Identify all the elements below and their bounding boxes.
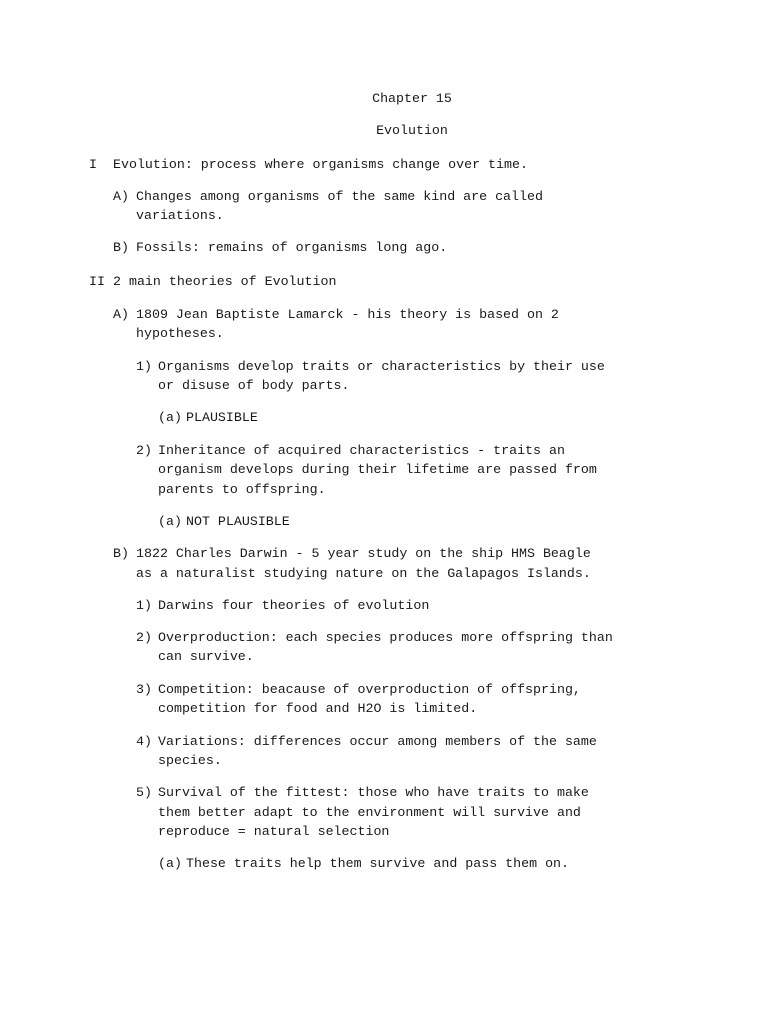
subitem-text-line: Competition: beacause of overproduction of offspring, — [158, 682, 581, 697]
subitem-text-line: them better adapt to the environment will survive and — [158, 805, 581, 820]
item-text-line: Fossils: remains of organisms long ago. — [136, 240, 448, 255]
section-heading: Evolution: process where organisms change over time. — [113, 157, 528, 172]
item-text-line: hypotheses. — [136, 326, 224, 341]
item-text-line: Changes among organisms of the same kind are called — [136, 189, 543, 204]
item-text-line: as a naturalist studying nature on the Galapagos Islands. — [136, 566, 591, 581]
subitem-text-line: Darwins four theories of evolution — [158, 598, 430, 613]
subitem-text-line: reproduce = natural selection — [158, 824, 390, 839]
subitem-label: 1) — [136, 598, 152, 613]
item-label: B) — [113, 546, 129, 561]
section-heading: 2 main theories of Evolution — [113, 274, 337, 289]
subitem-text-line: competition for food and H2O is limited. — [158, 701, 478, 716]
chapter-heading: Chapter 15 — [372, 91, 452, 106]
item-label: A) — [113, 189, 129, 204]
subitem-text-line: or disuse of body parts. — [158, 378, 350, 393]
subitem-text-line: Organisms develop traits or characteristics by their use — [158, 359, 605, 374]
item-label: B) — [113, 240, 129, 255]
item-text-line: variations. — [136, 208, 224, 223]
item-text-line: 1809 Jean Baptiste Lamarck - his theory is based on 2 — [136, 307, 559, 322]
item-text-line: 1822 Charles Darwin - 5 year study on the ship HMS Beagle — [136, 546, 591, 561]
subitem-text-line: organism develops during their lifetime are passed from — [158, 462, 597, 477]
subitem-label: 4) — [136, 734, 152, 749]
subitem-label: 1) — [136, 359, 152, 374]
subitem-text-line: Variations: differences occur among members of the same — [158, 734, 597, 749]
note-text: PLAUSIBLE — [186, 410, 258, 425]
page-title: Evolution — [376, 123, 448, 138]
subitem-label: 3) — [136, 682, 152, 697]
subitem-text-line: Inheritance of acquired characteristics - traits an — [158, 443, 565, 458]
section-numeral: I — [89, 157, 97, 172]
note-label: (a) — [158, 410, 182, 425]
subitem-text-line: parents to offspring. — [158, 482, 326, 497]
subitem-text-line: Survival of the fittest: those who have traits to make — [158, 785, 589, 800]
note-text: These traits help them survive and pass them on. — [186, 856, 570, 871]
subitem-text-line: Overproduction: each species produces more offspring than — [158, 630, 613, 645]
note-text: NOT PLAUSIBLE — [186, 514, 290, 529]
section-numeral: II — [89, 274, 105, 289]
subitem-label: 2) — [136, 443, 152, 458]
note-label: (a) — [158, 514, 182, 529]
note-label: (a) — [158, 856, 182, 871]
item-label: A) — [113, 307, 129, 322]
subitem-label: 5) — [136, 785, 152, 800]
subitem-text-line: species. — [158, 753, 222, 768]
subitem-label: 2) — [136, 630, 152, 645]
subitem-text-line: can survive. — [158, 649, 254, 664]
